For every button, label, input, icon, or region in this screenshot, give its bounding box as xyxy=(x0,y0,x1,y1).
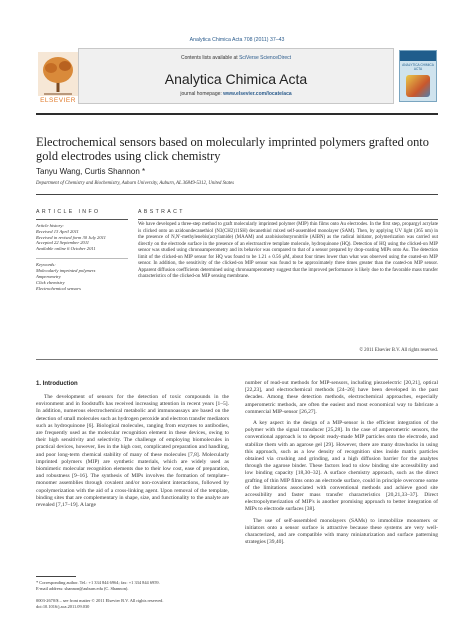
history-accepted: Accepted 22 September 2011 xyxy=(36,240,90,246)
sciencedirect-link[interactable]: SciVerse ScienceDirect xyxy=(239,55,292,61)
corresponding-author-note: * Corresponding author. Tel.: +1 334 844 6964; fax: +1 334 844 6959. xyxy=(36,580,160,585)
body-column-left xyxy=(36,394,229,513)
article-info-heading: ARTICLE INFO xyxy=(36,209,101,215)
journal-homepage xyxy=(79,91,393,97)
cover-artwork xyxy=(406,75,430,97)
email-note: E-mail address: shannon@auburn.edu (C. Shannon). xyxy=(36,585,129,591)
body-paragraph: The use of self-assembled monolayers (SAMs) to immobilize monomers or initiators onto a sensor surface is attractive because these systems are very well-characterized, and are compatible with many miniaturization and surface patterning strategies [39,40]. xyxy=(245,517,438,546)
homepage-prefix: journal homepage: xyxy=(180,91,224,97)
journal-cover-thumbnail xyxy=(399,50,437,102)
body-column-right xyxy=(245,380,438,550)
abstract-rule xyxy=(138,219,438,220)
copyright-notice: © 2011 Elsevier B.V. All rights reserved. xyxy=(359,348,438,353)
keyword-item: Electrochemical sensors xyxy=(36,286,81,291)
abstract-text: We have developed a three-step method to graft molecularly imprinted polymer (MIP) thin films onto Au electrodes. In the first step, propargyl acrylate is clicked onto an azidoundecanethiol (N3(CH2)11SH) decanethiol mixed self-assembled monolayer (SAM). Then, by applying UV light (365 nm) in the presence of N,N′-methylenebis(acrylamide) (MAAM) and azobisisobutyronitrile (AIBN) as the radical initiator, polymerization was carried out directly on the electrode surface in the presence of an electroactive template molecule, hydroquinone (HQ). Detection of HQ using the clicked-on MIP sensor was studied using chronoamperometry and its behavior was compared to that of a sensor prepared by drop-coating MIPs onto Au. The detection limit of the clicked-on MIP sensor for HQ was found to be 1.21 ± 0.56 μM, about four times lower than what was observed using the coated-on MIP sensor. In addition, the sensitivity of the clicked-on MIP sensor was found to be approximately three times greater than the coated-on MIP sensor. Apparent diffusion coefficients determined using chronoamperometry suggest that the improved performance is likely due to the favorable mass transfer characteristics of the clicked-on MIP sensing membrane. xyxy=(138,222,438,279)
journal-title: Analytica Chimica Acta xyxy=(164,71,308,87)
doi-link[interactable]: doi:10.1016/j.aca.2011.09.030 xyxy=(36,603,90,609)
contents-prefix: Contents lists available at xyxy=(180,55,240,61)
keywords xyxy=(36,262,128,292)
contents-available xyxy=(79,55,393,61)
keywords-label: Keywords: xyxy=(36,262,56,267)
article-info-separator xyxy=(36,258,128,259)
keyword-item: Click chemistry xyxy=(36,280,65,285)
journal-citation: Analytica Chimica Acta 708 (2011) 37–43 xyxy=(189,37,285,43)
issn-note: 0003-2670/$ – see front matter © 2011 Elsevier B.V. All rights reserved. xyxy=(36,598,164,603)
publisher-wordmark: ELSEVIER xyxy=(40,97,76,104)
history-online: Available online 6 October 2011 xyxy=(36,246,96,252)
article-info-rule xyxy=(36,219,128,220)
section-heading-introduction: 1. Introduction xyxy=(36,381,78,387)
author-footnote xyxy=(36,580,229,591)
publication-footnote xyxy=(36,598,229,609)
keyword-item: Molecularly imprinted polymers xyxy=(36,268,96,273)
abstract-bottom-rule xyxy=(36,359,438,360)
author-affiliation: Department of Chemistry and Biochemistry, Auburn University, Auburn, AL 36849-5312, United States xyxy=(36,181,235,186)
footnote-rule xyxy=(36,576,76,577)
elsevier-tree-logo xyxy=(38,52,78,102)
history-revised: Received in revised form 30 July 2011 xyxy=(36,234,106,240)
cover-title: ANALYTICA CHIMICA ACTA xyxy=(402,63,434,71)
body-paragraph: The development of sensors for the detection of toxic compounds in the environment and in foodstuffs has received increasing attention in recent years [1–5]. In addition, numerous electrochemical metabolic and immunoassays are based on the detection of small molecules such as hydrogen peroxide and electron transfer mediators such as hydroquinone [6]. Biological molecules, ranging from enzymes to antibodies, are frequently used as the molecular recognition element in these devices, owing to their high sensitivity and selectivity. The challenge of employing biomolecules in practical devices, however, lies in the high cost, complicated preparation and handling, and poor long-term chemical stability of many of these molecules [7,8]. Molecularly imprinted polymers (MIP) are synthetic materials, which are widely used as biomimetic molecular recognition elements due to their low cost, ease of preparation, and robustness [9–16]. The synthesis of MIPs involves the formation of template–monomer assemblies through covalent and/or non-covalent interactions, followed by copolymerization with the aid of a cross-linking agent. Upon removal of the template, binding sites that are complementary in shape, size, and functionality to the analyte are revealed [7,17–19]. A large xyxy=(36,394,229,509)
article-history xyxy=(36,223,128,252)
article-authors: Tanyu Wang, Curtis Shannon * xyxy=(36,167,146,176)
body-paragraph: A key aspect in the design of a MIP-sensor is the efficient integration of the polymer with the signal transducer [25,28]. In the case of amperometric sensors, the conventional approach is to deposit ready-made MIP particles onto the electrode, and stabilize them with an agarose gel [29]. However, there are many drawbacks in using this approach, such as a low density of recognition sites inside matrix particles obtained via crushing and grinding, and a high diffusion barrier for the analytes through the agarose binder. These factors lead to slow binding site accessibility and low binding capacity [18,30–32]. A surface chemistry approach, such as the direct grafting of thin MIP films onto an electrode surface, could in principle overcome some of the limitations associated with conventional methods and achieve good site accessibility and faster mass transfer characteristics [20,21,33–37]. Direct electropolymerization of MIP's is another promising approach to better integration of MIPs to electrode surfaces [38]. xyxy=(245,420,438,513)
title-divider xyxy=(36,194,438,195)
cover-band xyxy=(400,51,436,61)
homepage-link[interactable]: www.elsevier.com/locate/aca xyxy=(223,91,292,97)
history-label: Article history: xyxy=(36,223,64,228)
article-title: Electrochemical sensors based on molecularly imprinted polymers grafted onto gold electrodes using click chemistry xyxy=(36,135,429,163)
keyword-item: Amperometry xyxy=(36,274,61,279)
header-divider xyxy=(36,113,438,115)
journal-header-box xyxy=(78,48,394,104)
history-received: Received 13 April 2011 xyxy=(36,228,79,234)
body-paragraph: number of read-out methods for MIP-sensors, including piezoelectric [20,21], optical [22,23], and electrochemical methods [24–26] have been developed in the past decades. Among these detection methods, electrochemical approaches, especially amperometric methods, are often the easiest and most economical way to fabricate a commercial MIP-sensor [26,27]. xyxy=(245,380,438,415)
abstract-heading: ABSTRACT xyxy=(138,209,185,215)
